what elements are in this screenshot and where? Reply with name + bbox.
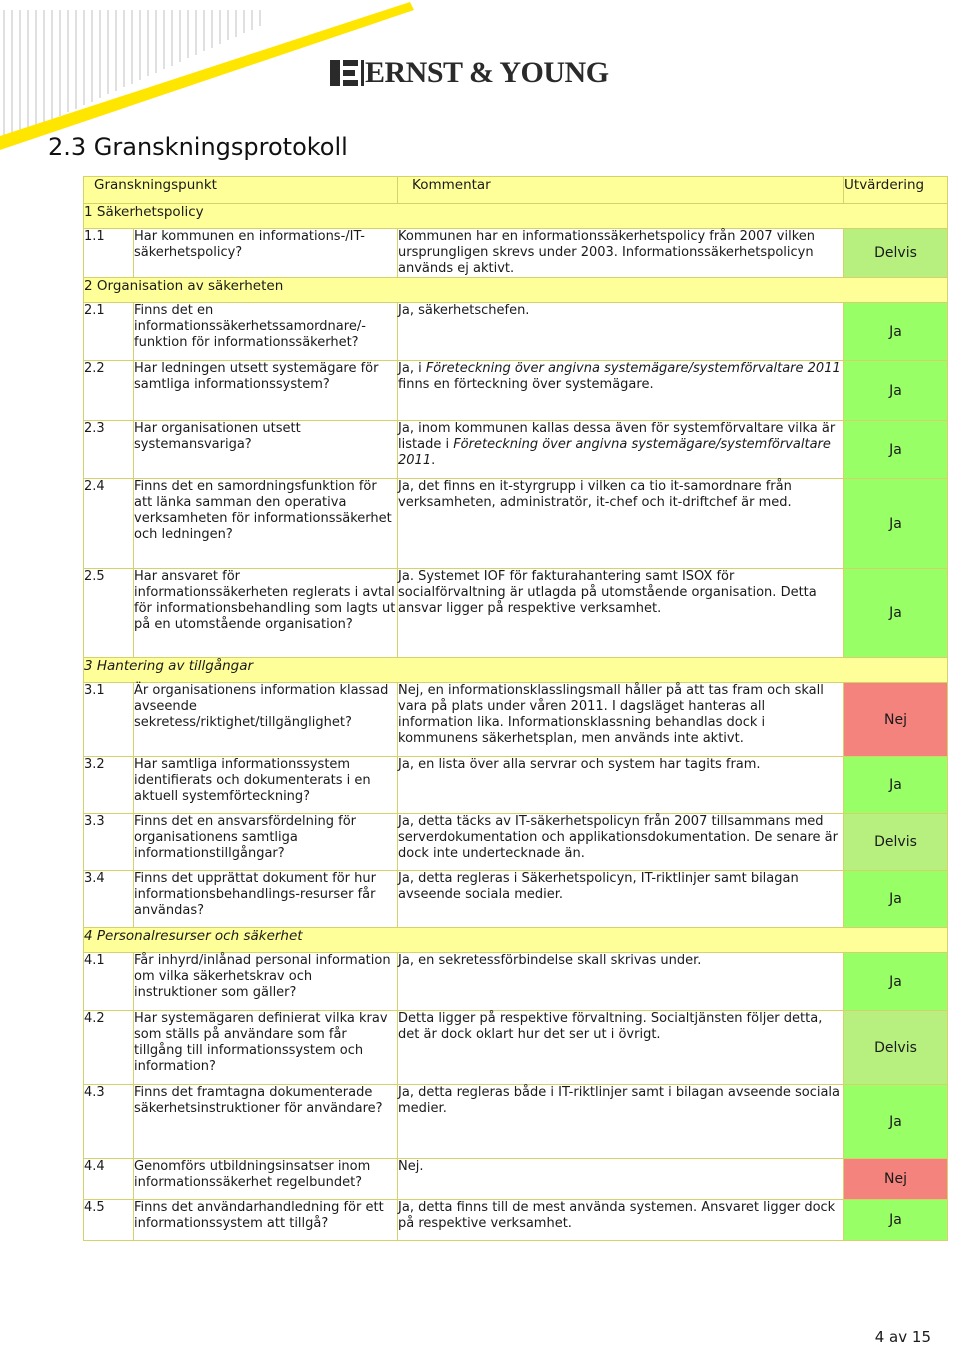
row-question: Finns det upprättat dokument för hur informationsbehandlings-resurser får användas? <box>134 871 398 928</box>
row-comment: Ja, en lista över alla servrar och system har tagits fram. <box>398 757 844 814</box>
row-evaluation: Nej <box>844 683 948 757</box>
document-reference: Företeckning över angivna systemägare/systemförvaltare 2011 <box>425 361 841 376</box>
row-evaluation: Ja <box>844 1200 948 1241</box>
row-question: Har ledningen utsett systemägare för samtliga informationssystem? <box>134 361 398 421</box>
row-evaluation: Ja <box>844 953 948 1011</box>
row-evaluation: Delvis <box>844 229 948 278</box>
document-reference: Företeckning över angivna systemägare/systemförvaltare 2011 <box>398 437 831 468</box>
row-number: 4.4 <box>84 1159 134 1200</box>
row-comment: Ja, detta finns till de mest använda systemen. Ansvaret ligger dock på respektive verksamhet. <box>398 1200 844 1241</box>
section-title: 1 Säkerhetspolicy <box>84 204 948 229</box>
table-row <box>84 683 948 757</box>
row-number: 2.5 <box>84 569 134 658</box>
table-row <box>84 361 948 421</box>
comment-text: Ja, inom kommunen kallas dessa även för systemförvaltare vilka är listade i <box>398 421 836 452</box>
row-comment: Ja, detta regleras i Säkerhetspolicyn, IT-riktlinjer samt bilagan avseende sociala medier. <box>398 871 844 928</box>
section-row <box>84 928 948 953</box>
row-comment: Ja, detta täcks av IT-säkerhetspolicyn från 2007 tillsammans med serverdokumentation och applikationsdokumentation. De senare är dock inte undertecknade än. <box>398 814 844 871</box>
row-number: 3.2 <box>84 757 134 814</box>
table-header-row <box>84 177 948 204</box>
row-comment: Ja, säkerhetschefen. <box>398 303 844 361</box>
row-evaluation: Ja <box>844 569 948 658</box>
table-row <box>84 303 948 361</box>
row-number: 4.1 <box>84 953 134 1011</box>
row-evaluation: Delvis <box>844 1011 948 1085</box>
row-comment: Ja, detta regleras både i IT-riktlinjer samt i bilagan avseende sociala medier. <box>398 1085 844 1159</box>
row-question: Har kommunen en informations-/IT-säkerhetspolicy? <box>134 229 398 278</box>
row-evaluation: Ja <box>844 479 948 569</box>
row-comment: Detta ligger på respektive förvaltning. Socialtjänsten följer detta, det är dock oklart hur det ser ut i övrigt. <box>398 1011 844 1085</box>
section-row <box>84 204 948 229</box>
table-row <box>84 757 948 814</box>
table-row <box>84 569 948 658</box>
row-question: Genomförs utbildningsinsatser inom informationssäkerhet regelbundet? <box>134 1159 398 1200</box>
section-title: 3 Hantering av tillgångar <box>84 658 948 683</box>
table-row <box>84 229 948 278</box>
row-evaluation: Ja <box>844 421 948 479</box>
row-number: 3.3 <box>84 814 134 871</box>
row-number: 4.2 <box>84 1011 134 1085</box>
row-evaluation: Ja <box>844 361 948 421</box>
row-number: 1.1 <box>84 229 134 278</box>
row-number: 3.4 <box>84 871 134 928</box>
table-row <box>84 871 948 928</box>
table-row <box>84 479 948 569</box>
row-question: Är organisationens information klassad avseende sekretess/riktighet/tillgänglighet? <box>134 683 398 757</box>
header-evaluation: Utvärdering <box>844 177 948 204</box>
page-title: 2.3 Granskningsprotokoll <box>48 133 348 161</box>
row-question: Har samtliga informationssystem identifierats och dokumenterats i en aktuell systemförteckning? <box>134 757 398 814</box>
table-row <box>84 1011 948 1085</box>
row-number: 4.3 <box>84 1085 134 1159</box>
page-number: 4 av 15 <box>874 1328 931 1346</box>
table-row <box>84 953 948 1011</box>
row-number: 3.1 <box>84 683 134 757</box>
row-question: Har systemägaren definierat vilka krav som ställs på användare som får tillgång till informationssystem och information? <box>134 1011 398 1085</box>
row-evaluation: Ja <box>844 1085 948 1159</box>
row-number: 4.5 <box>84 1200 134 1241</box>
review-protocol-table <box>83 176 948 1241</box>
row-number: 2.3 <box>84 421 134 479</box>
row-evaluation: Ja <box>844 757 948 814</box>
section-row <box>84 658 948 683</box>
row-question: Finns det användarhandledning för ett informationssystem att tillgå? <box>134 1200 398 1241</box>
table-row <box>84 814 948 871</box>
section-row <box>84 278 948 303</box>
row-question: Finns det en informationssäkerhetssamordnare/-funktion för informationssäkerhet? <box>134 303 398 361</box>
table-row <box>84 1085 948 1159</box>
row-question: Finns det framtagna dokumenterade säkerhetsinstruktioner för användare? <box>134 1085 398 1159</box>
row-comment: Ja, en sekretessförbindelse skall skrivas under. <box>398 953 844 1011</box>
table-row <box>84 421 948 479</box>
header-point: Granskningspunkt <box>84 177 398 204</box>
comment-text: . <box>431 453 436 468</box>
row-comment: Ja, det finns en it-styrgrupp i vilken ca tio it-samordnare från verksamheten, administratör, it-chef och it-driftchef är med. <box>398 479 844 569</box>
row-comment <box>398 361 844 421</box>
row-evaluation: Nej <box>844 1159 948 1200</box>
ey-logo-text: ERNST & YOUNG <box>365 56 609 89</box>
table-row <box>84 1159 948 1200</box>
row-number: 2.4 <box>84 479 134 569</box>
comment-text: Ja, i <box>398 361 426 376</box>
row-comment: Ja. Systemet IOF för fakturahantering samt ISOX för socialförvaltning är utlagda på utomstående organisation. Detta ansvar ligger på respektive verksamhet. <box>398 569 844 658</box>
row-number: 2.2 <box>84 361 134 421</box>
table-row <box>84 1200 948 1241</box>
row-question: Har ansvaret för informationssäkerheten reglerats i avtal för informationsbehandling som lagts ut på en utomstående organisation? <box>134 569 398 658</box>
row-evaluation: Ja <box>844 871 948 928</box>
header-comment: Kommentar <box>398 177 844 204</box>
section-title: 4 Personalresurser och säkerhet <box>84 928 948 953</box>
row-evaluation: Ja <box>844 303 948 361</box>
section-title: 2 Organisation av säkerheten <box>84 278 948 303</box>
row-question: Har organisationen utsett systemansvariga? <box>134 421 398 479</box>
row-question: Får inhyrd/inlånad personal information om vilka säkerhetskrav och instruktioner som gäller? <box>134 953 398 1011</box>
comment-text: finns en förteckning över systemägare. <box>398 377 654 392</box>
row-comment: Kommunen har en informationssäkerhetspolicy från 2007 vilken ursprungligen skrevs under 2003. Informationssäkerhetspolicyn används ej aktivt. <box>398 229 844 278</box>
row-comment: Nej. <box>398 1159 844 1200</box>
row-evaluation: Delvis <box>844 814 948 871</box>
row-comment <box>398 421 844 479</box>
row-number: 2.1 <box>84 303 134 361</box>
row-question: Finns det en samordningsfunktion för att länka samman den operativa verksamheten för informationssäkerhet och ledningen? <box>134 479 398 569</box>
row-comment: Nej, en informationsklasslingsmall håller på att tas fram och skall vara på plats under våren 2011. I dagsläget hanteras all information lika. Informationsklassning behandlas dock i kommunens säkerhetsplan, men används inte aktivt. <box>398 683 844 757</box>
row-question: Finns det en ansvarsfördelning för organisationens samtliga informationstillgångar? <box>134 814 398 871</box>
